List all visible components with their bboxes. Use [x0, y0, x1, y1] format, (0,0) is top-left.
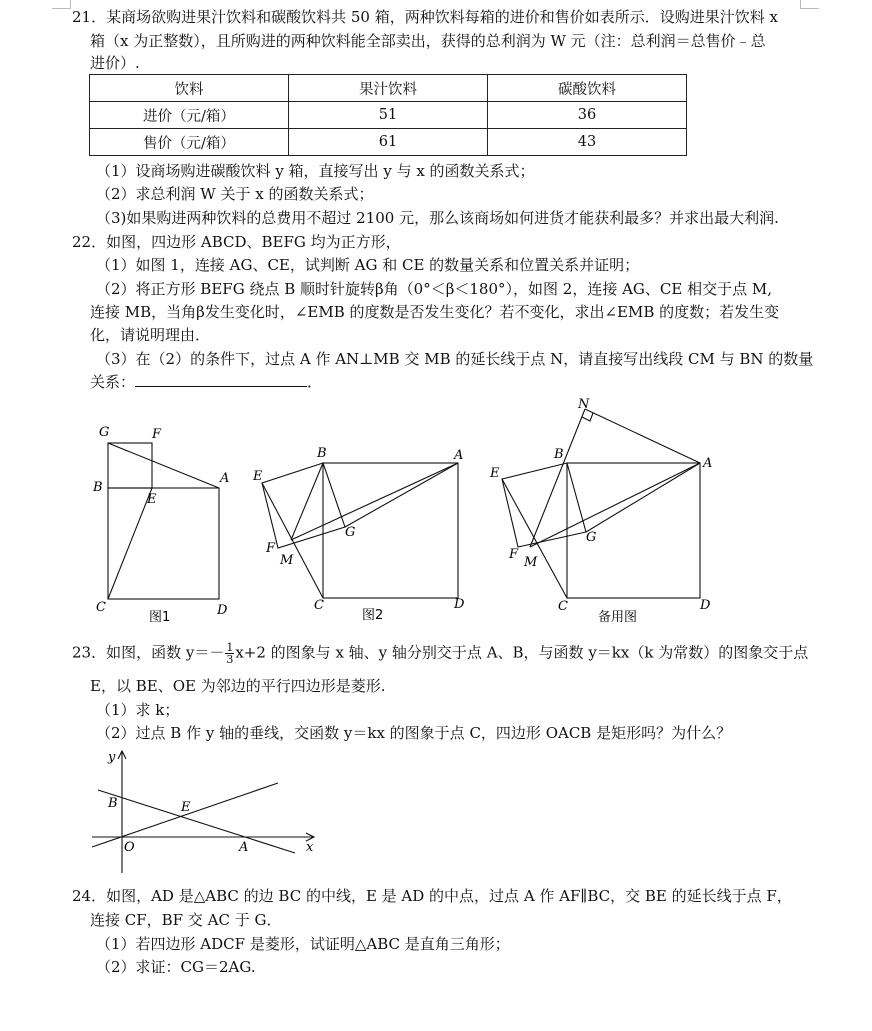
q23-sub-2: （2）过点 B 作 y 轴的垂线，交函数 y＝kx 的图象于点 C，四边形 OACB 是矩形吗？为什么？	[96, 724, 732, 742]
segment-ag	[345, 463, 458, 527]
table-cell: 售价（元/箱）	[90, 129, 289, 156]
label-g: G	[345, 525, 356, 540]
right-angle-mark	[582, 413, 593, 421]
figure-2	[250, 440, 480, 625]
table-header-cell: 碳酸饮料	[488, 75, 687, 102]
square-abcd	[108, 488, 219, 599]
table-cell: 61	[289, 129, 488, 156]
q23-line-1	[72, 642, 808, 665]
label-o: O	[124, 840, 135, 855]
q22-sub-3b-row	[90, 372, 322, 392]
q22-sub-2a: （2）将正方形 BEFG 绕点 B 顺时针旋转β角（0°＜β＜180°），如图 2，连接 AG、CE 相交于点 M,	[96, 280, 773, 298]
q24-line-1: 24．如图，AD 是△ABC 的边 BC 的中线，E 是 AD 的中点，过点 A 作 AF∥BC，交 BE 的延长线于点 F，	[72, 887, 792, 905]
label-g: G	[99, 425, 110, 440]
table-header-row	[90, 75, 687, 102]
label-b: B	[93, 480, 103, 495]
square-befg	[108, 443, 152, 488]
label-e: E	[253, 469, 263, 484]
q24-line-2: 连接 CF，BF 交 AC 于 G．	[90, 911, 282, 929]
label-g: G	[586, 530, 597, 545]
q23-line-1-post: x+2 的图象与 x 轴、y 轴分别交于点 A、B，与函数 y＝kx（k 为常数）的图象交于点	[235, 643, 809, 662]
label-d: D	[217, 603, 228, 618]
label-x-axis: x	[306, 840, 314, 855]
q23-line-1-pre: 23．如图，函数 y＝－	[72, 643, 225, 662]
segment-ce	[108, 488, 152, 599]
label-b: B	[108, 796, 118, 811]
label-b: B	[554, 447, 564, 462]
q23-line-2: E，以 BE、OE 为邻边的平行四边形是菱形.	[90, 677, 386, 695]
q21-sub-1: （1）设商场购进碳酸饮料 y 箱，直接写出 y 与 x 的函数关系式；	[96, 162, 535, 180]
label-m: M	[280, 553, 294, 568]
label-c: C	[96, 600, 106, 615]
fraction-denominator: 3	[226, 653, 234, 666]
figure-backup-caption: 备用图	[598, 610, 638, 625]
fraction-one-third	[225, 642, 234, 665]
segment-ag	[586, 463, 700, 532]
beverage-price-table	[89, 74, 687, 156]
q24-sub-2: （2）求证：CG＝2AG.	[96, 958, 256, 976]
label-f: F	[509, 547, 519, 562]
label-e: E	[181, 800, 191, 815]
label-a: A	[239, 840, 249, 855]
label-d: D	[700, 598, 711, 613]
q22-sub-2b: 连接 MB，当角β发生变化时，∠EMB 的度数是否发生变化？若不变化，求出∠EMB 的度数；若发生变	[90, 303, 780, 321]
label-y-axis: y	[108, 750, 116, 765]
segment-mn	[530, 409, 585, 547]
table-row	[90, 129, 687, 156]
q22-sub-3c: ．	[307, 373, 323, 391]
table-cell: 43	[488, 129, 687, 156]
square-abcd	[323, 463, 458, 598]
label-e: E	[147, 492, 157, 507]
answer-blank	[135, 372, 307, 387]
label-a: A	[454, 448, 464, 463]
table-header-cell: 果汁饮料	[289, 75, 488, 102]
label-f: F	[152, 427, 162, 442]
label-d: D	[454, 597, 465, 612]
figure-q23-graph	[88, 745, 328, 875]
page-corner-mark-right	[800, 0, 819, 9]
q21-line-2: 箱（x 为正整数），且所购进的两种饮料能全部卖出，获得的总利润为 W 元（注：总利润＝总售价﹣总	[90, 32, 766, 50]
segment-ag	[108, 443, 219, 488]
label-c: C	[314, 598, 324, 613]
label-m: M	[524, 555, 538, 570]
table-row	[90, 102, 687, 129]
segment-an	[585, 409, 700, 463]
label-f: F	[266, 541, 276, 556]
label-a: A	[703, 456, 713, 471]
figure-1-caption: 图1	[149, 610, 171, 625]
fraction-numerator: 1	[226, 641, 234, 654]
segment-mb	[291, 463, 323, 540]
page-corner-mark-left	[52, 0, 71, 9]
table-header-cell: 饮料	[90, 75, 289, 102]
table-cell: 进价（元/箱）	[90, 102, 289, 129]
figure-2-caption: 图2	[362, 608, 384, 623]
figure-backup	[488, 395, 718, 625]
square-befg	[502, 463, 586, 547]
label-c: C	[558, 599, 568, 614]
label-a: A	[220, 471, 230, 486]
table-cell: 36	[488, 102, 687, 129]
q21-sub-2: （2）求总利润 W 关于 x 的函数关系式；	[96, 185, 374, 203]
figure-1	[88, 420, 248, 630]
q24-sub-1: （1）若四边形 ADCF 是菱形，试证明△ABC 是直角三角形；	[96, 935, 510, 953]
segment-am	[291, 463, 458, 540]
q22-sub-3b: 关系：	[90, 373, 136, 391]
table-cell: 51	[289, 102, 488, 129]
q22-line-1: 22．如图，四边形 ABCD、BEFG 均为正方形，	[72, 233, 401, 251]
q23-sub-1: （1）求 k；	[96, 701, 180, 719]
q22-sub-1: （1）如图 1，连接 AG、CE，试判断 AG 和 CE 的数量关系和位置关系并证明；	[96, 256, 640, 274]
q21-sub-3: （3)如果购进两种饮料的总费用不超过 2100 元，那么该商场如何进货才能获利最多？并求出最大利润.	[96, 209, 779, 227]
q21-line-3: 进价）.	[90, 54, 140, 72]
q22-sub-3a: （3）在（2）的条件下，过点 A 作 AN⊥MB 交 MB 的延长线于点 N，请直接写出线段 CM 与 BN 的数量	[96, 350, 814, 368]
q21-line-1: 21．某商场欲购进果汁饮料和碳酸饮料共 50 箱，两种饮料每箱的进价和售价如表所示．设购进果汁饮料 x	[72, 8, 778, 26]
label-b: B	[317, 446, 327, 461]
q22-sub-2c: 化，请说明理由．	[90, 326, 211, 344]
label-e: E	[490, 466, 500, 481]
label-n: N	[578, 397, 590, 412]
segment-am	[530, 463, 700, 547]
